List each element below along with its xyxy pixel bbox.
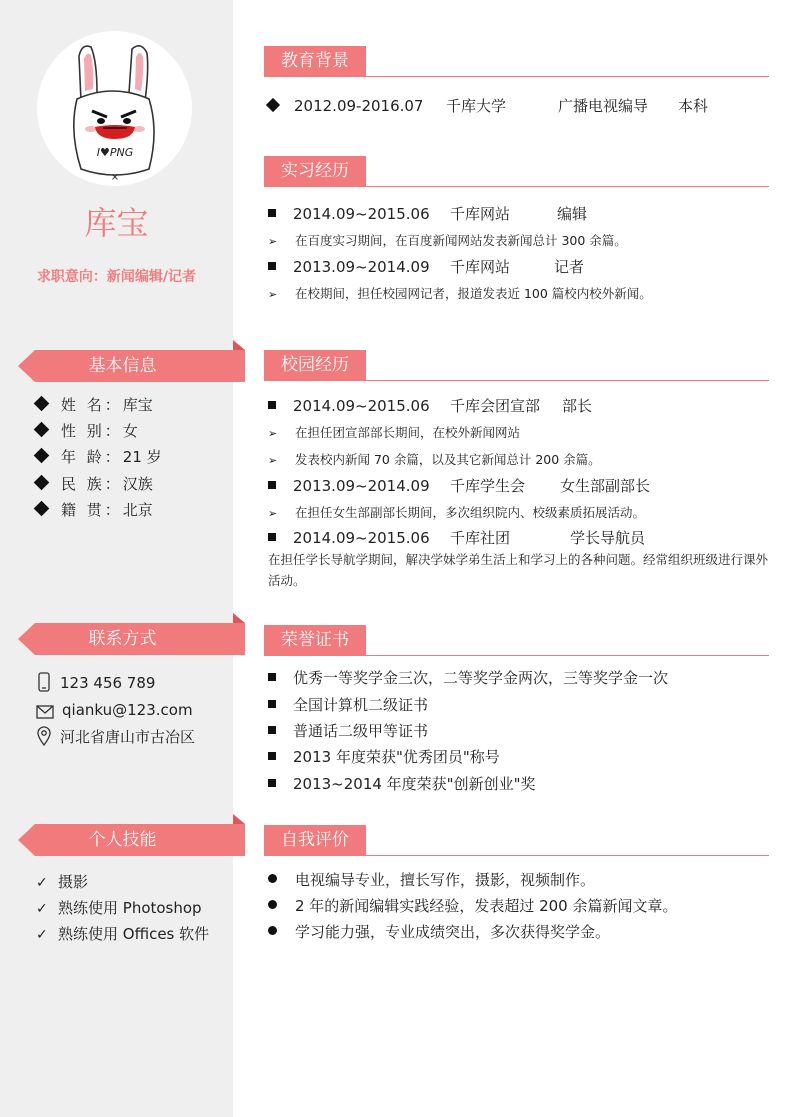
info-age: 年 龄：21 岁 xyxy=(36,446,162,468)
internship-entry: 2014.09~2015.06 千库网站 编辑 xyxy=(268,203,587,225)
contact-email[interactable]: qianku@123.com xyxy=(36,699,193,721)
honors-header xyxy=(264,625,769,665)
self-eval-item: 电视编导专业，擅长写作，摄影，视频制作。 xyxy=(268,869,595,891)
bunny-avatar-icon xyxy=(37,31,192,186)
divider xyxy=(264,186,769,187)
contact-address: 河北省唐山市古冶区 xyxy=(36,726,195,748)
self-eval-item: 学习能力强，专业成绩突出，多次获得奖学金。 xyxy=(268,921,610,943)
education-title: 教育背景 xyxy=(264,46,366,76)
contact-title: 联系方式 xyxy=(88,629,157,649)
internship-header xyxy=(264,156,769,196)
contact-banner xyxy=(0,613,245,649)
basic-info-banner xyxy=(0,340,245,376)
skill-item: ✓ 熟练使用 Photoshop xyxy=(36,897,202,919)
avatar xyxy=(37,31,192,186)
phone-icon xyxy=(36,672,52,692)
campus-entry: 2013.09~2014.09 千库学生会 女生部副部长 xyxy=(268,475,650,497)
info-name: 姓 名：库宝 xyxy=(36,394,153,416)
skill-item: ✓ 摄影 xyxy=(36,871,88,893)
contact-phone[interactable]: 123 456 789 xyxy=(36,672,155,694)
campus-detail: ➢ 在担任团宣部部长期间，在校外新闻网站 xyxy=(268,425,521,440)
campus-entry: 2014.09~2015.06 千库会团宣部 部长 xyxy=(268,395,592,417)
info-hometown: 籍 贯：北京 xyxy=(36,499,153,521)
education-header xyxy=(264,46,769,86)
skills-banner xyxy=(0,814,245,850)
skills-title: 个人技能 xyxy=(88,830,157,850)
campus-detail: ➢ 在担任女生部副部长期间，多次组织院内、校级素质拓展活动。 xyxy=(268,505,646,520)
self-eval-item: 2 年的新闻编辑实践经验，发表超过 200 余篇新闻文章。 xyxy=(268,895,677,917)
skill-item: ✓ 熟练使用 Offices 软件 xyxy=(36,923,209,945)
honor-item: 全国计算机二级证书 xyxy=(268,694,428,716)
location-pin-icon xyxy=(36,726,52,746)
check-icon: ✓ xyxy=(36,927,48,943)
internship-detail: ➢ 在百度实习期间，在百度新闻网站发表新闻总计 300 余篇。 xyxy=(268,233,627,248)
avatar-badge-text: I♥PNG xyxy=(96,146,134,159)
divider xyxy=(264,380,769,381)
divider xyxy=(264,655,769,656)
internship-title: 实习经历 xyxy=(264,156,366,186)
self-eval-header xyxy=(264,825,769,865)
campus-entry: 2014.09~2015.06 千库社团 学长导航员 xyxy=(268,527,645,549)
info-ethnicity: 民 族：汉族 xyxy=(36,473,153,495)
education-entry: 2012.09-2016.07 千库大学 广播电视编导 本科 xyxy=(268,95,708,117)
info-gender: 性 别：女 xyxy=(36,420,138,442)
candidate-name: 库宝 xyxy=(84,204,149,242)
campus-title: 校园经历 xyxy=(264,350,366,380)
campus-detail: ➢ 发表校内新闻 70 余篇，以及其它新闻总计 200 余篇。 xyxy=(268,452,601,467)
divider xyxy=(264,855,769,856)
internship-entry: 2013.09~2014.09 千库网站 记者 xyxy=(268,256,584,278)
honor-item: 优秀一等奖学金三次，二等奖学金两次，三等奖学金一次 xyxy=(268,667,668,689)
basic-info-title: 基本信息 xyxy=(88,356,157,376)
honors-title: 荣誉证书 xyxy=(264,625,366,655)
internship-detail: ➢ 在校期间，担任校园网记者，报道发表近 100 篇校内校外新闻。 xyxy=(268,286,652,301)
check-icon: ✓ xyxy=(36,875,48,891)
job-objective: 求职意向：新闻编辑/记者 xyxy=(36,269,197,285)
check-icon: ✓ xyxy=(36,901,48,917)
honor-item: 2013 年度荣获"优秀团员"称号 xyxy=(268,746,500,768)
divider xyxy=(264,76,769,77)
honor-item: 2013~2014 年度荣获"创新创业"奖 xyxy=(268,773,535,795)
mail-icon xyxy=(36,705,54,719)
honor-item: 普通话二级甲等证书 xyxy=(268,720,428,742)
self-eval-title: 自我评价 xyxy=(264,825,366,855)
svg-text:×: × xyxy=(110,172,120,183)
campus-header xyxy=(264,350,769,390)
campus-paragraph: 在担任学长导航学期间，解决学妹学弟生活上和学习上的各种问题。经常组织班级进行课外活动。 xyxy=(268,552,769,588)
